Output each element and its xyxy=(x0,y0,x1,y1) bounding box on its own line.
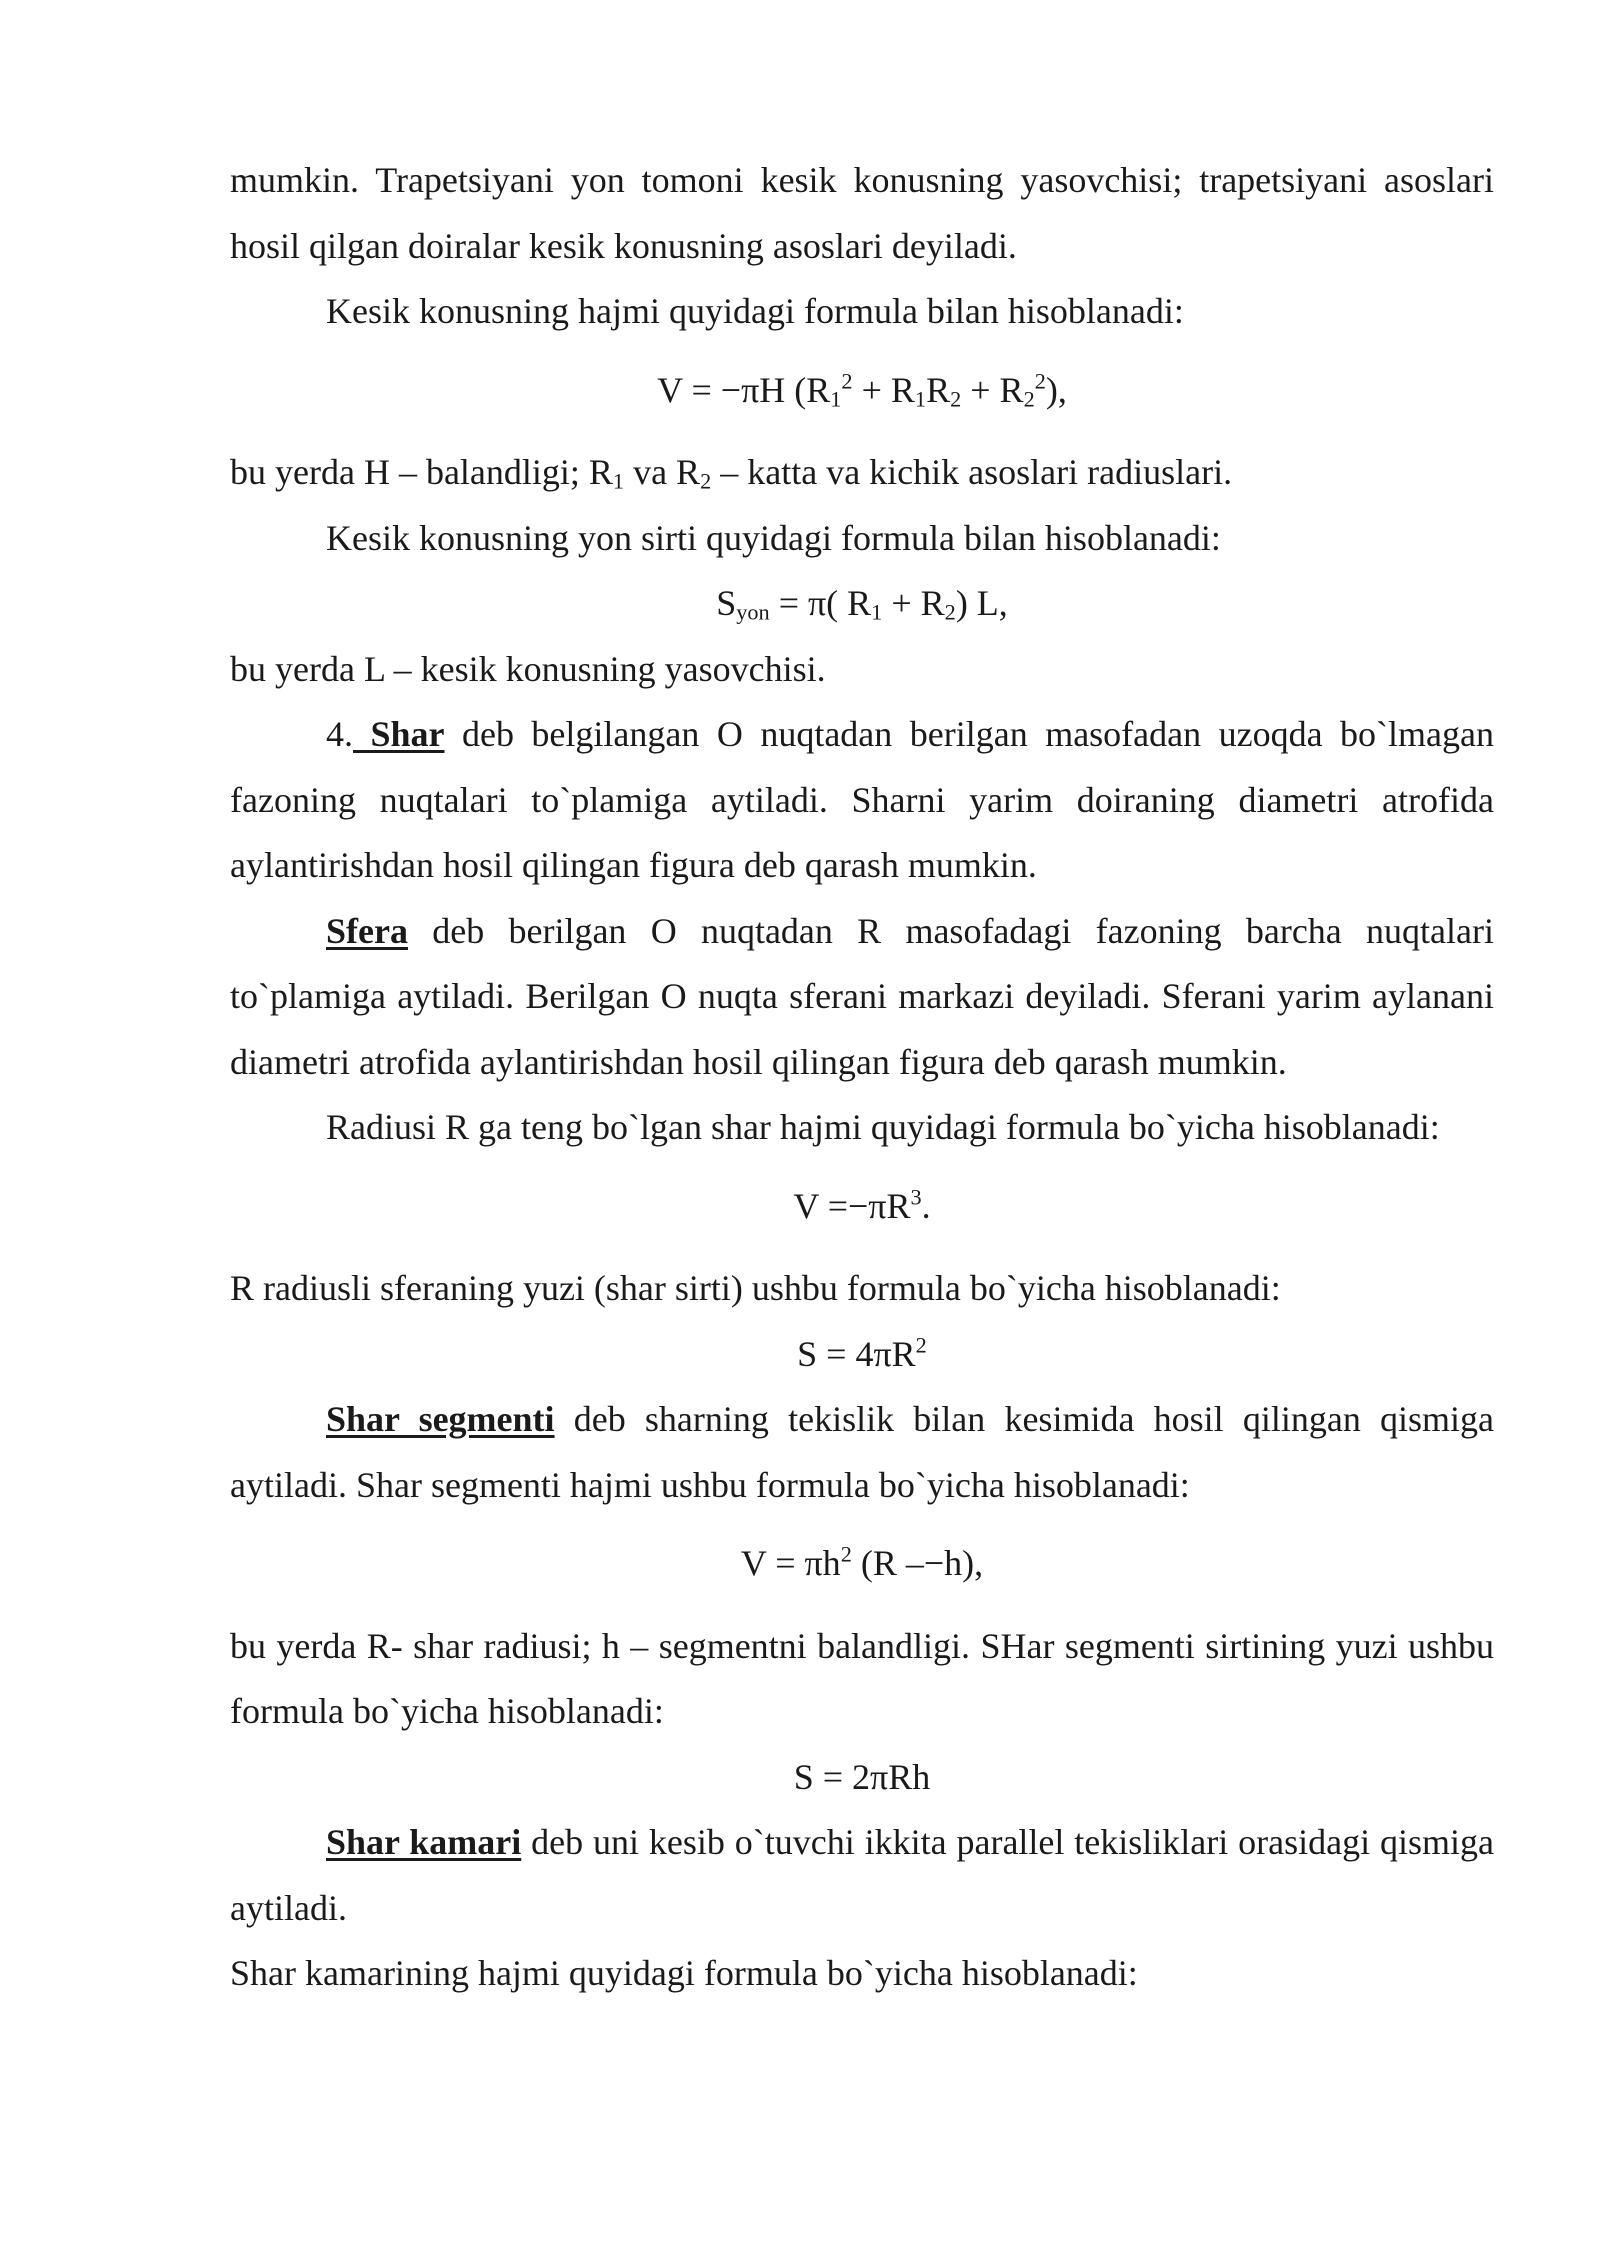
paragraph-frustum-lateral-legend: bu yerda L – kesik konusning yasovchisi. xyxy=(230,648,826,689)
formula-segment-surface: S = 2πRh xyxy=(793,1756,931,1797)
paragraph-kamar-volume-intro: Shar kamarining hajmi quyidagi formula bo`yicha hisoblanadi: xyxy=(230,1953,1138,1993)
paragraph-segment-legend: bu yerda R- shar radiusi; h – segmentni balandligi. SHar segmenti sirtining yuzi ushbu formula bo`yicha hisoblanadi: xyxy=(230,1625,1494,1731)
paragraph-frustum-lateral-intro: Kesik konusning yon sirti quyidagi formula bilan hisoblanadi: xyxy=(326,517,1221,558)
paragraph-frustum-volume-intro: Kesik konusning hajmi quyidagi formula bilan hisoblanadi: xyxy=(326,291,1184,331)
formula-segment-volume: $V = \pi h^2$ (R –−h), xyxy=(740,1541,984,1583)
term-shar-segmenti: Shar segmenti xyxy=(326,1399,555,1439)
paragraph-shar-definition: 4. Shar deb belgilangan O nuqtadan berilgan masofadan uzoqda bo`lmagan fazoning nuqtalari to`plamiga aytiladi. Sharni yarim doiraning diametri atrofida aylantirishdan hosil qilingan figura deb qarash mumkin. xyxy=(230,714,1494,885)
paragraph-frustum-volume-legend: bu yerda H – balandligi; $R_1$ va $R_2$ – katta va kichik asoslari radiuslari. xyxy=(230,452,1233,494)
formula-frustum-volume: V = −πH $(R_1^2 + R_1R_2 + R_2^2)$, xyxy=(657,368,1067,411)
paragraph-segment-definition: Shar segmenti deb sharning tekislik bilan kesimida hosil qilingan qismiga aytiladi. Shar segmenti hajmi ushbu formula bo`yicha hisoblanadi: xyxy=(230,1399,1495,1505)
paragraph-sphere-volume-intro: Radiusi R ga teng bo`lgan shar hajmi quyidagi formula bo`yicha hisoblanadi: xyxy=(326,1107,1440,1147)
paragraph-1-line-1: mumkin. Trapetsiyani yon tomoni kesik konusning yasovchisi; trapetsiyani asoslari xyxy=(230,160,1494,200)
paragraph-1-line-2: hosil qilgan doiralar kesik konusning asoslari deyiladi. xyxy=(230,225,1017,266)
term-sfera: Sfera xyxy=(326,910,408,951)
term-shar: Shar xyxy=(353,714,445,754)
document-page xyxy=(230,148,1494,2007)
paragraph-sfera-definition: Sfera deb berilgan O nuqtadan R masofadagi fazoning barcha nuqtalari to`plamiga aytiladi. Berilgan O nuqta sferani markazi deyiladi. Sferani yarim aylanani diametri atrofida aylantirishdan hosil qilingan figura deb qarash mumkin. xyxy=(230,910,1494,1082)
paragraph-kamar-definition: Shar kamari deb uni kesib o`tuvchi ikkita parallel tekisliklari orasidagi qismiga aytiladi. xyxy=(230,1822,1494,1928)
paragraph-sphere-surface-intro: R radiusli sferaning yuzi (shar sirti) ushbu formula bo`yicha hisoblanadi: xyxy=(230,1268,1281,1308)
formula-frustum-lateral-surface: $S_{yon} = \pi$( $R_1 + R_2$) L, xyxy=(716,583,1008,625)
formula-sphere-volume: $V =-\pi R^3$. xyxy=(793,1184,931,1226)
term-shar-kamari: Shar kamari xyxy=(326,1822,522,1862)
formula-sphere-surface: $S = 4\pi R^2$ xyxy=(797,1332,927,1374)
